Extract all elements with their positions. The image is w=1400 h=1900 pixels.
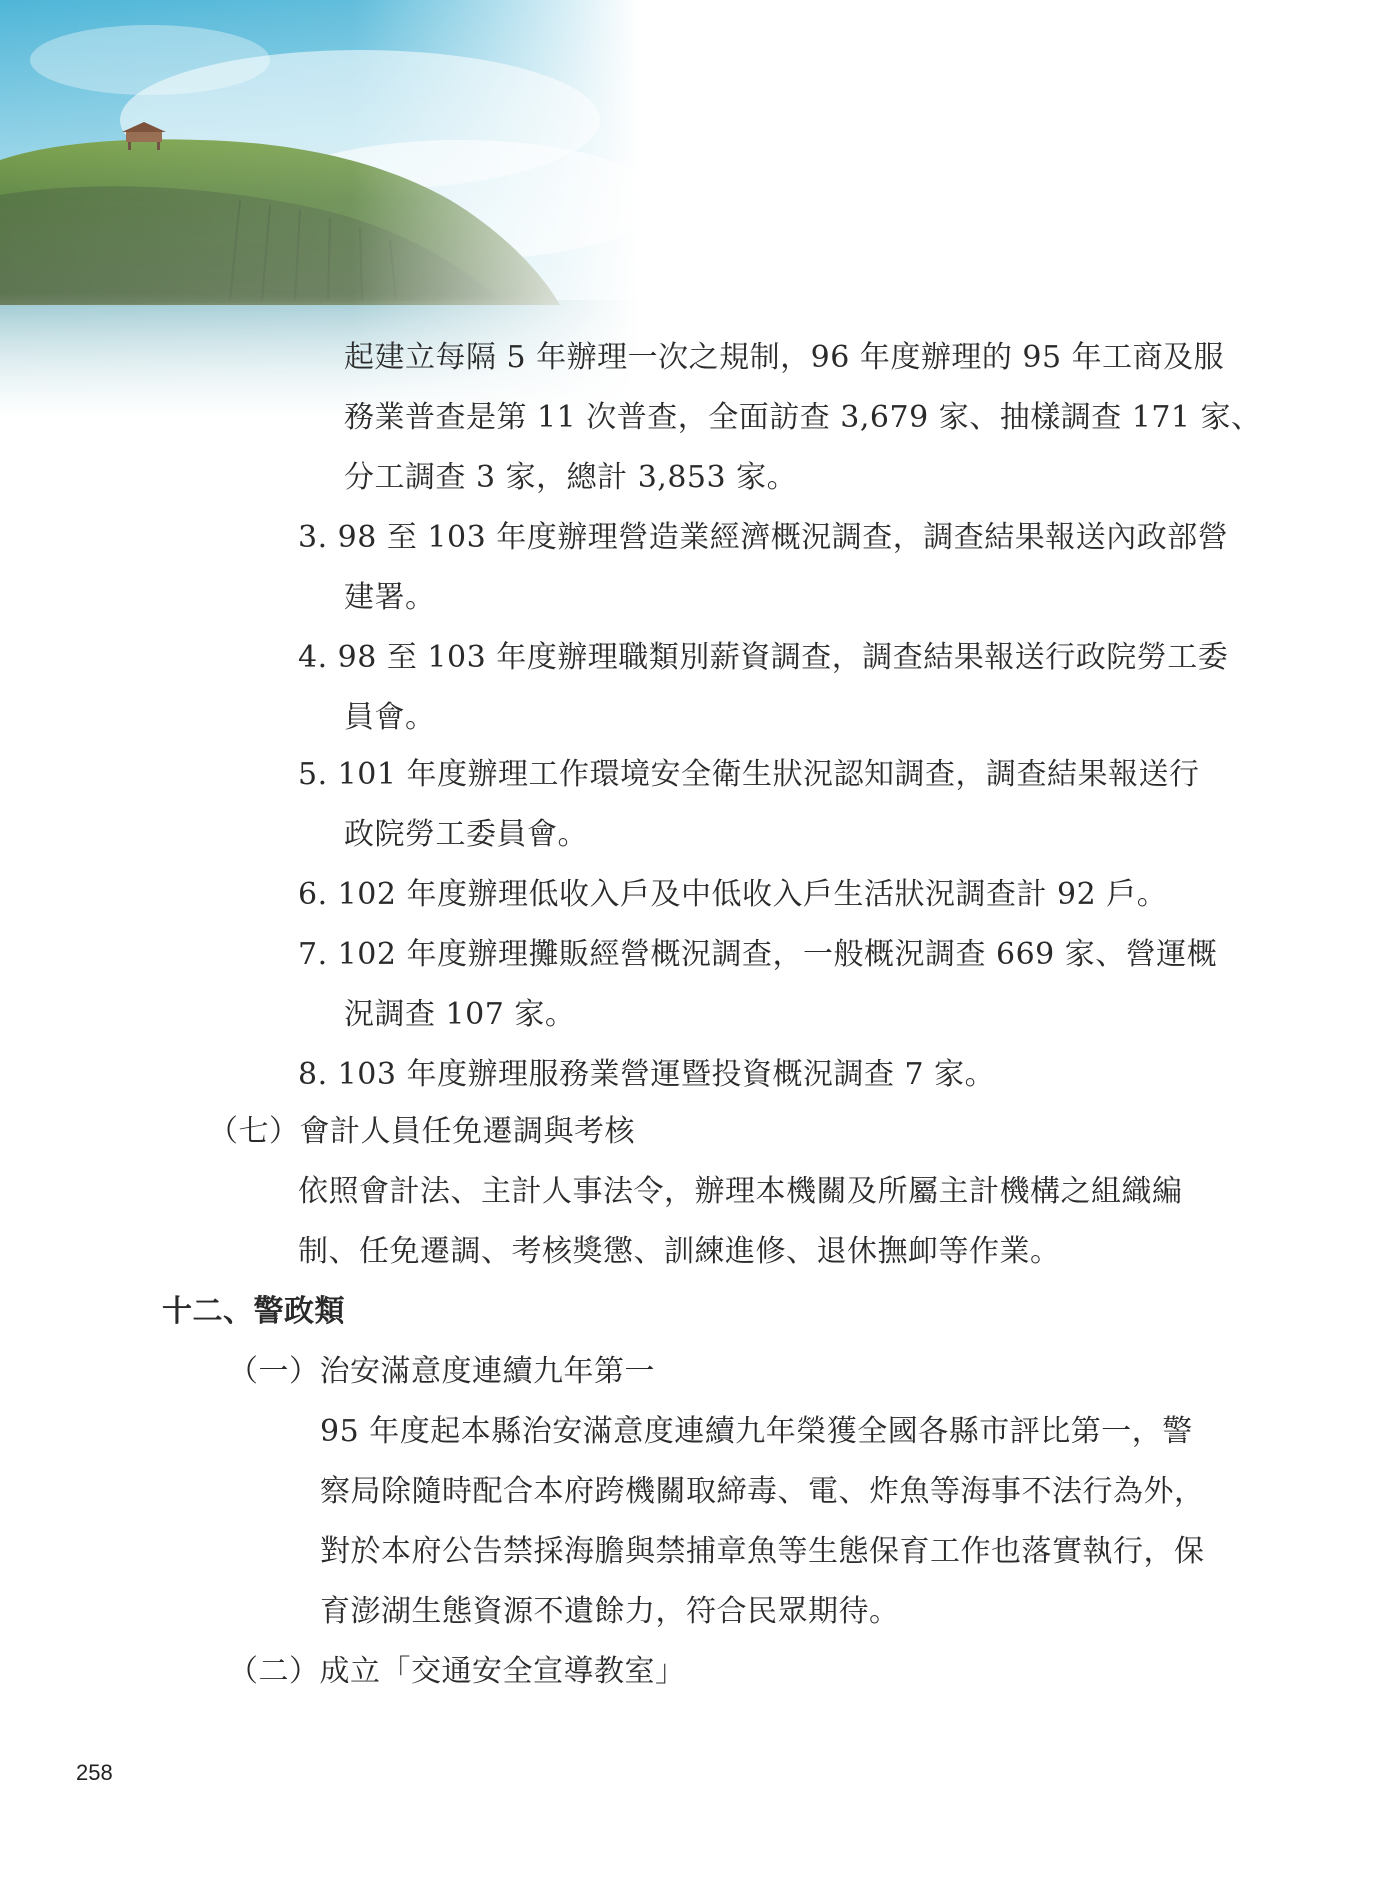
paragraph-line: 對於本府公告禁採海膽與禁捕章魚等生態保育工作也落實執行，保 bbox=[320, 1534, 1205, 1569]
list-item-7: 7. 102 年度辦理攤販經營概況調查，一般概況調查 669 家、營運概 bbox=[298, 937, 1218, 972]
paragraph-line: 起建立每隔 5 年辦理一次之規制，96 年度辦理的 95 年工商及服 bbox=[344, 340, 1225, 375]
paragraph-line: 育澎湖生態資源不遺餘力，符合民眾期待。 bbox=[320, 1594, 900, 1629]
list-item-4: 4. 98 至 103 年度辦理職類別薪資調查，調查結果報送行政院勞工委 bbox=[298, 640, 1229, 675]
paragraph-line: 95 年度起本縣治安滿意度連續九年榮獲全國各縣市評比第一，警 bbox=[320, 1414, 1193, 1449]
paragraph-line: 依照會計法、主計人事法令，辦理本機關及所屬主計機構之組織編 bbox=[298, 1174, 1183, 1209]
list-item-5: 5. 101 年度辦理工作環境安全衛生狀況認知調查，調查結果報送行 bbox=[298, 757, 1200, 792]
paragraph-line: 分工調查 3 家，總計 3,853 家。 bbox=[344, 460, 798, 495]
subsection-heading: （七）會計人員任免遷調與考核 bbox=[208, 1114, 635, 1149]
list-item-3: 3. 98 至 103 年度辦理營造業經濟概況調查，調查結果報送內政部營 bbox=[298, 520, 1229, 555]
paragraph-line: 制、任免遷調、考核獎懲、訓練進修、退休撫卹等作業。 bbox=[298, 1234, 1061, 1269]
paragraph-line: 務業普查是第 11 次普查，全面訪查 3,679 家、抽樣調查 171 家、 bbox=[344, 400, 1262, 435]
list-item-continuation: 況調查 107 家。 bbox=[344, 997, 576, 1032]
subsection-heading: （二）成立「交通安全宣導教室」 bbox=[228, 1654, 686, 1689]
paragraph-line: 察局除隨時配合本府跨機關取締毒、電、炸魚等海事不法行為外， bbox=[320, 1474, 1205, 1509]
list-item-continuation: 員會。 bbox=[344, 700, 436, 735]
section-heading: 十二、警政類 bbox=[162, 1294, 345, 1329]
list-item-continuation: 建署。 bbox=[344, 580, 436, 615]
list-item-continuation: 政院勞工委員會。 bbox=[344, 817, 588, 852]
list-item-8: 8. 103 年度辦理服務業營運暨投資概況調查 7 家。 bbox=[298, 1057, 996, 1092]
list-item-6: 6. 102 年度辦理低收入戶及中低收入戶生活狀況調查計 92 戶。 bbox=[298, 877, 1168, 912]
subsection-heading: （一）治安滿意度連續九年第一 bbox=[228, 1354, 655, 1389]
page-number: 258 bbox=[76, 1760, 113, 1785]
